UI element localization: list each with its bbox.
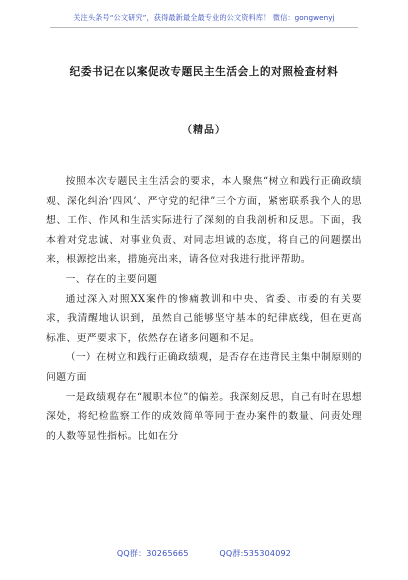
subsection-heading: （一）在树立和践行正确政绩观，是否存在违背民主集中制原则的问题方面 <box>46 352 362 383</box>
body-paragraph: 一是政绩观存在“履职本位”的偏差。我深刻反思，自己有时在思想深处，将纪检监察工作的成效简单等同于查办案件的数量、问责处理的人数等显性指标。比如在分 <box>46 391 362 442</box>
header-divider <box>50 27 358 28</box>
document-title: 纪委书记在以案促改专题民主生活会上的对照检查材料 <box>69 66 339 78</box>
section-heading: 一、存在的主要问题 <box>65 273 158 285</box>
document-subtitle: （精品） <box>182 125 226 136</box>
footer-contact <box>0 548 408 559</box>
body-paragraph: 通过深入对照XX案件的惨痛教训和中央、省委、市委的有关要求，我清醒地认识到，虽然自己能够坚守基本的纪律底线，但在更高标准、更严要求下，依然存在诸多问题和不足。 <box>46 293 362 344</box>
header-promo-text: 关注头条号“公文研究”，获得最新最全最专业的公文资料库！ 微信：gongwenyj <box>73 13 335 22</box>
document-body <box>46 172 362 446</box>
intro-paragraph: 按照本次专题民主生活会的要求，本人聚焦“树立和践行正确政绩观、深化纠治‘四风’、严守党的纪律”三个方面，紧密联系我个人的思想、工作、作风和生活实际进行了深刻的自我剖析和反思。下面，我本着对党忠诚、对事业负责、对同志坦诚的态度，将自己的问题摆出来，根源挖出来，措施亮出来，请各位对我进行批评帮助。 <box>46 176 362 266</box>
footer-qq-group-1: QQ群：30265665 <box>116 549 189 558</box>
footer-qq-group-2: QQ群:535304092 <box>219 549 292 558</box>
